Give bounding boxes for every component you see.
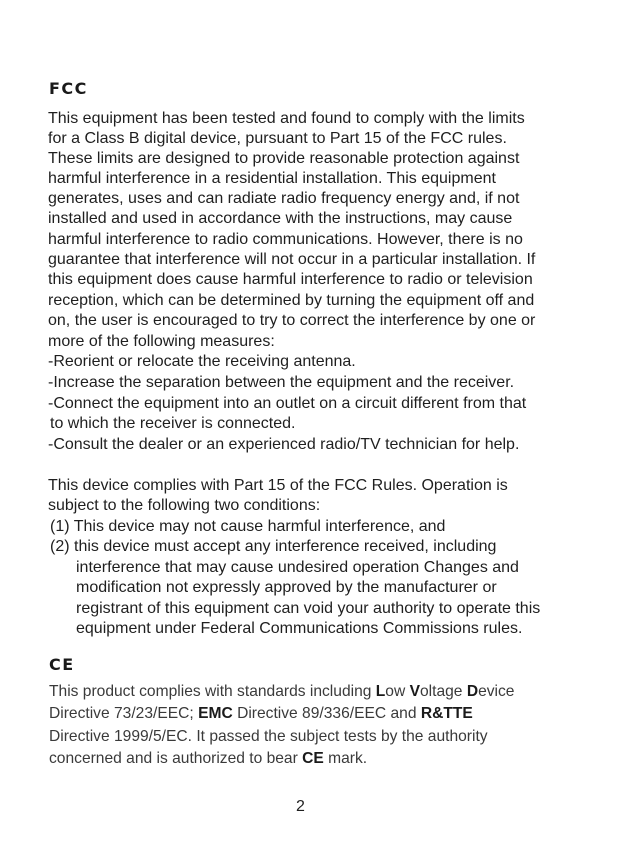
fcc-condition-continued: modification not expressly approved by the manufacturer or (76, 579, 497, 596)
ce-text-segment: ow (385, 683, 410, 700)
fcc-text-line: more of the following measures: (48, 333, 275, 350)
fcc-condition-item: (1) This device may not cause harmful interference, and (50, 518, 446, 535)
fcc-text-line: harmful interference to radio communications. However, there is no (48, 231, 523, 248)
fcc-text-line: reception, which can be determined by turning the equipment off and (48, 292, 535, 309)
fcc-measure-item: -Increase the separation between the equipment and the receiver. (48, 374, 515, 391)
fcc-text-line: subject to the following two conditions: (48, 497, 321, 514)
ce-bold-term: R&TTE (420, 705, 473, 722)
fcc-text-line: installed and used in accordance with the instructions, may cause (48, 210, 513, 227)
ce-text-segment: Directive 89/336/EEC and (232, 705, 421, 722)
fcc-text-line: for a Class B digital device, pursuant to Part 15 of the FCC rules. (48, 130, 507, 147)
fcc-condition-item: (2) this device must accept any interference received, including (50, 538, 497, 555)
fcc-text-line: harmful interference in a residential installation. This equipment (48, 170, 496, 187)
page-number: 2 (296, 798, 305, 815)
fcc-condition-continued: interference that may cause undesired operation Changes and (76, 559, 519, 576)
fcc-measure-item: -Consult the dealer or an experienced radio/TV technician for help. (48, 436, 520, 453)
fcc-text-line: These limits are designed to provide reasonable protection against (48, 150, 520, 167)
fcc-text-line: this equipment does cause harmful interference to radio or television (48, 271, 533, 288)
ce-text-segment: evice (478, 683, 515, 700)
ce-bold-term: CE (302, 750, 324, 767)
fcc-condition-continued: registrant of this equipment can void your authority to operate this (76, 600, 541, 617)
fcc-heading: FCC (49, 79, 88, 98)
fcc-text-line: This equipment has been tested and found to comply with the limits (48, 110, 525, 127)
ce-bold-initial: L (375, 683, 386, 700)
ce-text-line (49, 703, 473, 725)
ce-heading: CE (49, 655, 75, 674)
ce-bold-initial: D (466, 683, 479, 700)
ce-text-line (49, 681, 514, 703)
ce-text-segment: oltage (419, 683, 467, 700)
fcc-text-line: guarantee that interference will not occur in a particular installation. If (48, 251, 536, 268)
ce-text-line (49, 748, 367, 770)
fcc-text-line: This device complies with Part 15 of the FCC Rules. Operation is (48, 477, 508, 494)
fcc-text-line: on, the user is encouraged to try to correct the interference by one or (48, 312, 536, 329)
fcc-text-line: generates, uses and can radiate radio frequency energy and, if not (48, 190, 520, 207)
fcc-measure-item: -Connect the equipment into an outlet on a circuit different from that (48, 395, 527, 412)
fcc-measure-item-continued: to which the receiver is connected. (50, 415, 296, 432)
ce-text-segment: concerned and is authorized to bear (49, 750, 303, 767)
ce-bold-initial: V (409, 683, 420, 700)
ce-text-segment: mark. (323, 750, 368, 767)
ce-bold-term: EMC (198, 705, 233, 722)
ce-text-segment: This product complies with standards including (49, 683, 376, 700)
ce-text-segment: Directive 73/23/EEC; (49, 705, 199, 722)
fcc-measure-item: -Reorient or relocate the receiving antenna. (48, 353, 356, 370)
fcc-condition-continued: equipment under Federal Communications Commissions rules. (76, 620, 523, 637)
ce-text-line: Directive 1999/5/EC. It passed the subject tests by the authority (49, 728, 488, 745)
